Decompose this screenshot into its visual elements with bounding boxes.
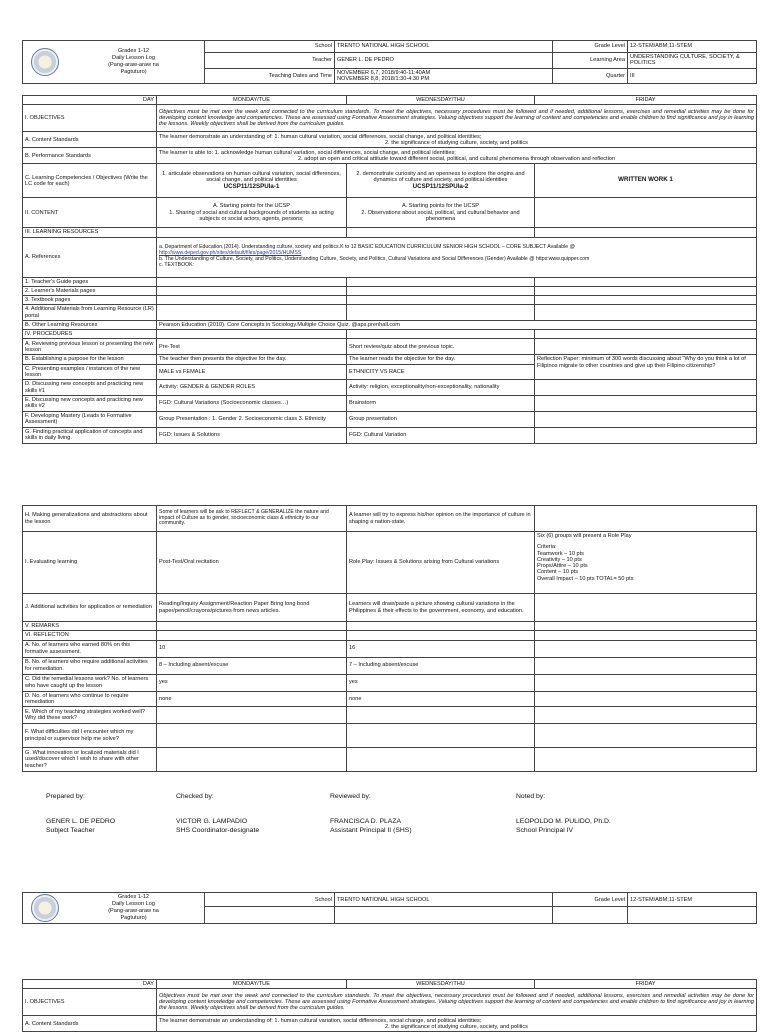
proc-label: C. Presenting examples / instances of the new lesson bbox=[23, 364, 157, 380]
criteria-line: Props/Attire – 10 pts bbox=[537, 563, 588, 569]
objectives-label: I. OBJECTIVES bbox=[23, 989, 157, 1016]
h-fri bbox=[535, 506, 757, 532]
signature-checked bbox=[176, 793, 259, 835]
signature-title: School Principal IV bbox=[516, 826, 574, 834]
lc-code: UCSP11/12SPUIa-2 bbox=[412, 182, 469, 190]
proc-wed: Brainstorm bbox=[347, 396, 535, 412]
area-label: Learning Area bbox=[553, 53, 628, 69]
empty-cell bbox=[535, 330, 757, 339]
dates-value bbox=[335, 68, 553, 84]
empty-cell bbox=[157, 305, 347, 321]
content-line: 1. Sharing of social and cultural backgrounds of students as acting subjects or social actors, agents, persons; bbox=[169, 209, 334, 222]
i-wed: Role Play: Issues & Solutions arising from Cultural variations bbox=[347, 532, 535, 594]
criteria-line: Creativity – 10 pts bbox=[537, 556, 582, 563]
empty-cell bbox=[535, 305, 757, 321]
h-wed: A learner will try to express his/her opinion on the importance of culture in shaping a nation-state. bbox=[347, 506, 535, 532]
logo-line: Daily Lesson Log bbox=[112, 55, 155, 62]
content-wed bbox=[347, 198, 535, 228]
criteria-line: Six (6) groups will present a Role Play bbox=[537, 533, 632, 539]
competency-mon bbox=[157, 164, 347, 198]
proc-fri-reflection: Reflection Paper: minimum of 300 words discussing about "Why do you think a lot of Filipinos migrate to other countries and give up their Filipino citizenship? bbox=[535, 355, 757, 380]
competencies-label: C. Learning Competencies / Objectives (Write the LC code for each) bbox=[23, 164, 157, 198]
empty-cell bbox=[535, 228, 757, 237]
content-std-line: The learner demonstrate an understanding of: 1. human cultural variation, social differences, social change, and political identities; bbox=[159, 1017, 482, 1024]
reference-b: b. The Understanding of Culture, Society, and Politics, Understanding Culture, Society, and Politics, Cultural Variations and Social Differences (Gender) Available @ https:www.quipper.com bbox=[159, 256, 590, 262]
empty-cell bbox=[157, 228, 347, 237]
other-resources-label: B. Other Learning Resources bbox=[23, 320, 157, 329]
refl-wed bbox=[347, 724, 535, 748]
proc-mon: FGD: Cultural Variations (Socioeconomic classes…) bbox=[157, 396, 347, 412]
school-label: School bbox=[205, 41, 335, 53]
references-label: A. References bbox=[23, 237, 157, 277]
signature-reviewed bbox=[330, 793, 412, 835]
empty-cell bbox=[535, 724, 757, 748]
signature-title: Assistant Principal II (SHS) bbox=[330, 826, 412, 834]
criteria-line: Content – 10 pts bbox=[537, 569, 579, 576]
content-mon bbox=[157, 198, 347, 228]
proc-label: B. Establishing a purpose for the lesson bbox=[23, 355, 157, 364]
empty-cell bbox=[157, 277, 347, 286]
signature-role: Reviewed by: bbox=[330, 793, 371, 800]
signature-name: GENER L. DE PEDRO bbox=[46, 817, 116, 825]
refl-mon bbox=[157, 724, 347, 748]
proc-label: E. Discussing new concepts and practicing new skills #2 bbox=[23, 396, 157, 412]
content-std-text bbox=[157, 1016, 757, 1032]
empty-cell bbox=[535, 674, 757, 691]
header-table-1 bbox=[22, 40, 756, 84]
perf-std-label: B. Performance Standards bbox=[23, 148, 157, 164]
empty-cell bbox=[347, 330, 535, 339]
refl-wed: none bbox=[347, 691, 535, 707]
criteria-line: Criteria: bbox=[537, 544, 557, 551]
signature-title: Subject Teacher bbox=[46, 826, 95, 834]
refl-wed bbox=[347, 707, 535, 724]
content-std-label: A. Content Standards bbox=[23, 132, 157, 148]
remarks-label: V. REMARKS bbox=[23, 622, 157, 631]
refl-mon bbox=[157, 707, 347, 724]
refl-wed: yes bbox=[347, 674, 535, 691]
empty-cell bbox=[347, 631, 535, 640]
empty-cell bbox=[157, 296, 347, 305]
competency-text: 1. articulate observations on human cultural variation, social differences, social change, and political identities bbox=[162, 171, 341, 184]
proc-fri bbox=[535, 427, 757, 443]
empty-cell bbox=[347, 305, 535, 321]
content-std-line: 2. the significance of studying culture, society, and politics bbox=[385, 139, 528, 146]
tg-label: 1. Teacher's Guide pages bbox=[23, 277, 157, 286]
empty-cell bbox=[628, 907, 757, 924]
i-label: I. Evaluating learning bbox=[23, 532, 157, 594]
school-value: TRENTO NATIONAL HIGH SCHOOL bbox=[335, 41, 553, 53]
perf-std-line: 2. adopt an open and critical attitude toward different social, political, and cultural phenomena through observation and reflection bbox=[297, 155, 616, 162]
tb-label: 3. Textbook pages bbox=[23, 296, 157, 305]
proc-mon: Activity: GENDER & GENDER ROLES bbox=[157, 380, 347, 396]
procedures-label: IV. PROCEDURES bbox=[23, 330, 157, 339]
logo-cell bbox=[23, 41, 205, 84]
quarter-value: III bbox=[628, 68, 757, 84]
grade-value: 12-STEM/ABM;11-STEM bbox=[628, 41, 757, 53]
h-label: H. Making generalizations and abstractions about the lesson bbox=[23, 506, 157, 532]
dates-label: Teaching Dates and Time bbox=[205, 68, 335, 84]
dll-table-2 bbox=[22, 505, 756, 772]
h-mon: Some of learners will be ask to REFLECT & GENERALIZE the nature and impact of Culture as to gender, socioeconomic class & ethnicity to our community. bbox=[157, 506, 347, 532]
logo-line: Pagtuturo) bbox=[120, 914, 147, 921]
dll-table-3 bbox=[22, 979, 756, 1032]
signature-role: Noted by: bbox=[516, 793, 546, 800]
proc-mon: The teacher then presents the objective for the day. bbox=[157, 355, 347, 364]
signature-name: LEOPOLDO M. PULIDO, Ph.D. bbox=[516, 817, 611, 825]
refl-wed: 16 bbox=[347, 640, 535, 657]
dll-table-1 bbox=[22, 95, 756, 444]
refl-mon: 10 bbox=[157, 640, 347, 657]
refl-label: G. What innovation or localized materials did I used/discover which I wish to share with other teacher? bbox=[23, 748, 157, 772]
proc-mon: MALE vs FEMALE bbox=[157, 364, 347, 380]
competency-fri: WRITTEN WORK 1 bbox=[535, 164, 757, 198]
col-mon: MONDAY/TUE bbox=[157, 96, 347, 105]
deped-seal-icon bbox=[31, 48, 59, 76]
proc-mon: Pre-Test bbox=[157, 339, 347, 355]
signature-title: SHS Coordinator-designate bbox=[176, 826, 260, 834]
school-label: School bbox=[205, 893, 335, 907]
proc-label: D. Discussing new concepts and practicing new skills #1 bbox=[23, 380, 157, 396]
competency-text: 2. demonstrate curiosity and an openness to explore the origins and dynamics of culture and society, and political identities bbox=[356, 171, 525, 184]
proc-mon: FGD: Issues & Solutions bbox=[157, 427, 347, 443]
criteria-line: Overall Impact – 10 pts TOTAL= 50 pts bbox=[537, 575, 634, 582]
col-day: DAY bbox=[23, 96, 157, 105]
empty-cell bbox=[347, 286, 535, 295]
reference-a: a. Department of Education.(2014). Understanding culture, society and politics.K to 12 BASIC EDUCATION CURRICULUM SENIOR HIGH SCHOOL – CORE SUBJECT Available @ bbox=[159, 244, 575, 251]
school-value: TRENTO NATIONAL HIGH SCHOOL bbox=[335, 893, 553, 907]
empty-cell bbox=[347, 296, 535, 305]
proc-wed: Group presentation bbox=[347, 411, 535, 427]
content-line: 2. Observations about social, political, and cultural behavior and phenomena bbox=[361, 209, 520, 222]
refl-label: F. What difficulties did I encounter which my principal or supervisor help me solve? bbox=[23, 724, 157, 748]
i-mon: Post-Test/Oral recitation bbox=[157, 532, 347, 594]
content-std-line: 2. the significance of studying culture, society, and politics bbox=[385, 1023, 528, 1030]
refl-label: A. No. of learners who earned 80% on this formative assessment. bbox=[23, 640, 157, 657]
header-table-2 bbox=[22, 892, 756, 924]
refl-wed bbox=[347, 748, 535, 772]
perf-std-line: The learner is able to: 1. acknowledge human cultural variation, social differences, social change, and political identities; bbox=[159, 149, 456, 156]
signature-name: FRANCISCA D. PLAZA bbox=[330, 817, 402, 825]
empty-cell bbox=[535, 707, 757, 724]
grade-value: 12-STEM/ABM;11-STEM bbox=[628, 893, 757, 907]
empty-cell bbox=[157, 330, 347, 339]
proc-wed: FGD: Cultural Variation bbox=[347, 427, 535, 443]
proc-fri bbox=[535, 380, 757, 396]
empty-cell bbox=[535, 691, 757, 707]
objectives-text: Objectives must be met over the week and connected to the curriculum standards. To meet the objectives, necessary procedures must be followed and if needed, additional lessons, exercises and remedial activities may be done for developing content knowledge and competencies. These are assessed using Formative Assessment strategies. Valuing objectives support the learning of content and competencies and enable children to find significance and joy in learning the lessons. Weekly objectives shall be derived from the curriculum guides. bbox=[157, 105, 757, 132]
proc-label: G. Finding practical application of concepts and skills in daily living. bbox=[23, 427, 157, 443]
references-text bbox=[157, 237, 757, 277]
refl-label: B. No. of learners who require additional activities for remediation. bbox=[23, 657, 157, 674]
content-std-text bbox=[157, 132, 757, 148]
refl-mon: none bbox=[157, 691, 347, 707]
col-fri: FRIDAY bbox=[535, 96, 757, 105]
content-line: A. Starting points for the UCSP bbox=[401, 203, 480, 210]
proc-wed: ETHNICITY VS RACE bbox=[347, 364, 535, 380]
proc-wed: Short review/quiz about the previous topic. bbox=[347, 339, 535, 355]
empty-cell bbox=[535, 748, 757, 772]
dates-line: NOVEMBER 8,8, 2018/1:30-4:30 PM bbox=[337, 75, 430, 82]
j-mon: Reading/Inquiry Assignment/Reaction Paper Bring long bond paper/pencil/crayons/pictures from news articles. bbox=[157, 594, 347, 622]
empty-cell bbox=[347, 277, 535, 286]
proc-fri bbox=[535, 339, 757, 355]
content-line: A. Starting points for the UCSP bbox=[212, 203, 291, 210]
refl-label: E. Which of my teaching strategies worked well? Why did these work? bbox=[23, 707, 157, 724]
empty-cell bbox=[205, 907, 335, 924]
i-fri bbox=[535, 532, 757, 594]
j-label: J. Additional activities for application or remediation bbox=[23, 594, 157, 622]
content-std-label: A. Content Standards bbox=[23, 1016, 157, 1032]
competency-wed bbox=[347, 164, 535, 198]
signature-noted bbox=[516, 793, 611, 835]
criteria-line: Teamwork – 10 pts bbox=[537, 550, 584, 557]
refl-mon bbox=[157, 748, 347, 772]
empty-cell bbox=[535, 286, 757, 295]
empty-cell bbox=[535, 622, 757, 631]
empty-cell bbox=[535, 657, 757, 674]
quarter-label: Quarter bbox=[553, 68, 628, 84]
col-mon: MONDAY/TUE bbox=[157, 980, 347, 989]
logo-cell bbox=[23, 893, 205, 924]
logo-line: Daily Lesson Log bbox=[112, 901, 155, 908]
refl-mon: 8 – Including absent/excuse bbox=[157, 657, 347, 674]
empty-cell bbox=[553, 907, 628, 924]
content-label: II. CONTENT bbox=[23, 198, 157, 228]
proc-wed: The learner reads the objective for the day. bbox=[347, 355, 535, 364]
other-resources-value: Pearson Education (2010). Core Concepts in Sociology.Multiple Choice Quiz. @aps.prenhall.com bbox=[157, 320, 757, 329]
refl-label: C. Did the remedial lessons work? No. of learners who have caught up the lesson bbox=[23, 674, 157, 691]
proc-label: F. Developing Mastery (Leads to Formative Assessment) bbox=[23, 411, 157, 427]
area-value: UNDERSTANDING CULTURE, SOCIETY, & POLITICS bbox=[628, 53, 757, 69]
refl-label: D. No. of learners who continue to require remediation bbox=[23, 691, 157, 707]
refl-mon: yes bbox=[157, 674, 347, 691]
empty-cell bbox=[535, 631, 757, 640]
resources-label: III. LEARNING RESOURCES bbox=[23, 228, 157, 237]
content-fri bbox=[535, 198, 757, 228]
empty-cell bbox=[347, 622, 535, 631]
logo-line: (Pang-araw-araw na bbox=[108, 908, 159, 914]
reference-link[interactable]: http://www.deped.gov.ph/sites/default/files/page/2015/HUMSS bbox=[159, 250, 302, 257]
signature-role: Prepared by: bbox=[46, 793, 85, 800]
grade-label: Grade Level bbox=[553, 41, 628, 53]
signature-name: VICTOR G. LAMPADIO bbox=[176, 817, 248, 825]
dates-line: NOVEMBER 6,7, 2018/9:40-11:40AM bbox=[337, 69, 431, 76]
lr-label: 4. Additional Materials from Learning Resource (LR) portal bbox=[23, 305, 157, 321]
empty-cell bbox=[535, 296, 757, 305]
lc-code: UCSP11/12SPUIa-1 bbox=[223, 182, 280, 190]
col-wed: WEDNESDAY/THU bbox=[347, 96, 535, 105]
logo-line: Grades 1-12 bbox=[117, 48, 150, 55]
reflection-label: VI. REFLECTION bbox=[23, 631, 157, 640]
proc-fri bbox=[535, 411, 757, 427]
proc-fri bbox=[535, 396, 757, 412]
empty-cell bbox=[157, 286, 347, 295]
lm-label: 2. Learner's Materials pages bbox=[23, 286, 157, 295]
proc-mon: Group Presentation : 1. Gender 2. Socioeconomic class 3. Ethnicity bbox=[157, 411, 347, 427]
proc-label: A. Reviewing previous lesson or presenting the new lesson bbox=[23, 339, 157, 355]
empty-cell bbox=[157, 631, 347, 640]
logo-line: (Pang-araw-araw na bbox=[108, 62, 159, 68]
objectives-label: I. OBJECTIVES bbox=[23, 105, 157, 132]
content-std-line: The learner demonstrate an understanding of: 1. human cultural variation, social differences, social change, and political identities; bbox=[159, 133, 482, 140]
col-wed: WEDNESDAY/THU bbox=[347, 980, 535, 989]
empty-cell bbox=[347, 228, 535, 237]
teacher-label: Teacher bbox=[205, 53, 335, 69]
empty-cell bbox=[157, 622, 347, 631]
reference-c: c. TEXTBOOK: bbox=[159, 261, 195, 268]
signature-role: Checked by: bbox=[176, 793, 214, 800]
signature-prepared bbox=[46, 793, 115, 835]
objectives-text: Objectives must be met over the week and connected to the curriculum standards. To meet the objectives, necessary procedures must be followed and if needed, additional lessons, exercises and remedial activities may be done for developing content knowledge and competencies. These are assessed using Formative Assessment strategies. Valuing objectives support the learning of content and competencies and enable children to find significance and joy in learning the lessons. Weekly objectives shall be derived from the curriculum guides. bbox=[157, 989, 757, 1016]
empty-cell bbox=[535, 277, 757, 286]
teacher-value: GENER L. DE PEDRO bbox=[335, 53, 553, 69]
logo-line: Grades 1-12 bbox=[117, 894, 150, 901]
perf-std-text bbox=[157, 148, 757, 164]
grade-label: Grade Level bbox=[553, 893, 628, 907]
empty-cell bbox=[335, 907, 553, 924]
deped-seal-icon bbox=[31, 894, 59, 922]
col-fri: FRIDAY bbox=[535, 980, 757, 989]
refl-wed: 7 – Including absent/excuse bbox=[347, 657, 535, 674]
j-fri bbox=[535, 594, 757, 622]
logo-line: Pagtuturo) bbox=[120, 68, 147, 75]
j-wed: Learners will draw/paste a picture showing cultural variations in the Philippines & their effects to the government, economy, and education. bbox=[347, 594, 535, 622]
empty-cell bbox=[535, 640, 757, 657]
proc-wed: Activity: religion, exceptionality/non-exceptionality, nationality bbox=[347, 380, 535, 396]
col-day: DAY bbox=[23, 980, 157, 989]
